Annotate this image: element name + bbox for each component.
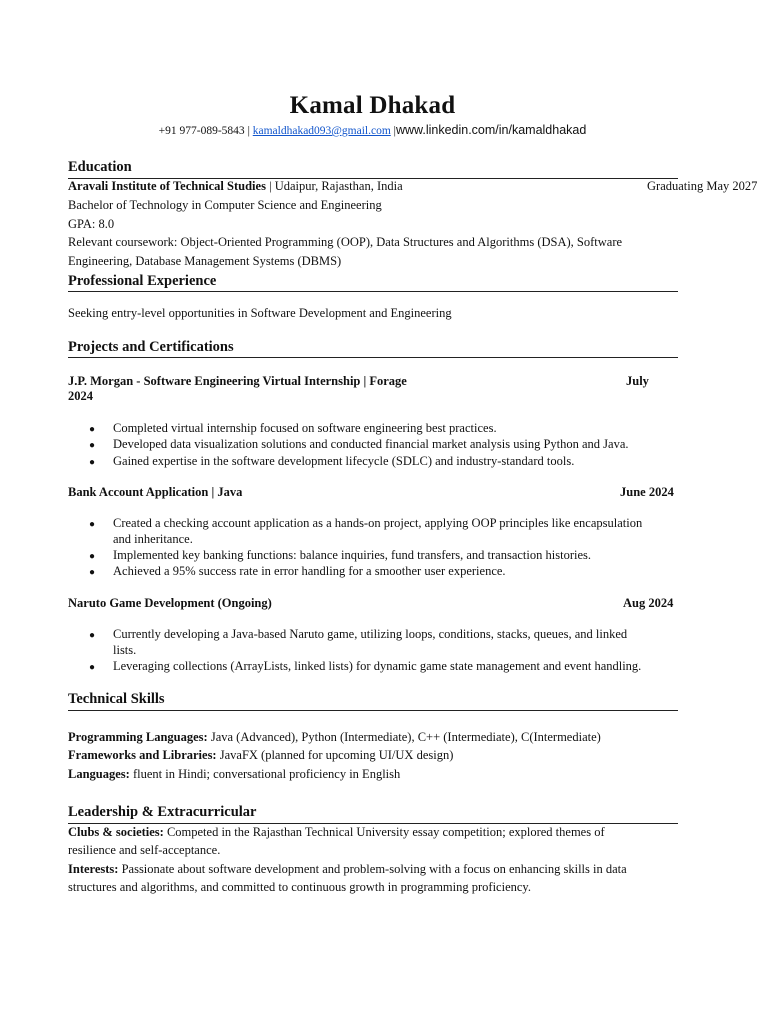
email-link[interactable]: kamaldhakad093@gmail.com [252, 125, 391, 137]
project-title: Naruto Game Development (Ongoing) [68, 596, 272, 610]
linkedin-link[interactable]: www.linkedin.com/in/kamaldhakad [395, 123, 587, 137]
project-date: July [626, 374, 649, 388]
section-heading-experience: Professional Experience [68, 273, 217, 289]
resume-name: Kamal Dhakad [289, 92, 456, 119]
separator: | [247, 125, 250, 137]
project-bullet: Currently developing a Java-based Naruto game, utilizing loops, conditions, stacks, queues, and linked [113, 627, 628, 641]
skills-frameworks [68, 748, 453, 763]
project-bullet: Leveraging collections (ArrayLists, linked lists) for dynamic game state management and event handling. [113, 659, 642, 673]
school-location: | Udaipur, Rajasthan, India [269, 179, 403, 193]
skills-value: Java (Advanced), Python (Intermediate), C++ (Intermediate), C(Intermediate) [207, 730, 601, 744]
bullet-icon: ● [89, 662, 96, 673]
skills-label: Programming Languages: [68, 730, 208, 744]
interests-label: Interests: [68, 862, 119, 876]
project-date: June 2024 [620, 485, 674, 499]
section-heading-leadership: Leadership & Extracurricular [68, 804, 257, 820]
skills-label: Languages: [68, 767, 130, 781]
contact-line [0, 123, 745, 137]
project-bullet: Implemented key banking functions: balance inquiries, fund transfers, and transaction histories. [113, 548, 591, 562]
graduation-date: Graduating May 2027 [647, 179, 758, 193]
skills-programming [68, 730, 601, 745]
project-bullet-continuation: lists. [113, 643, 137, 657]
project-bullet-continuation: and inheritance. [113, 532, 193, 546]
bullet-icon: ● [89, 551, 96, 562]
bullet-icon: ● [89, 630, 96, 641]
coursework-line: Relevant coursework: Object-Oriented Programming (OOP), Data Structures and Algorithms (DSA), Software [68, 235, 623, 249]
clubs-line [68, 825, 605, 840]
interests-line: structures and algorithms, and committed to continuous growth in programming proficiency. [68, 880, 531, 894]
project-bullet: Achieved a 95% success rate in error handling for a smoother user experience. [113, 564, 506, 578]
clubs-line: resilience and self-acceptance. [68, 843, 221, 857]
project-date: Aug 2024 [623, 596, 674, 610]
section-heading-skills: Technical Skills [68, 691, 165, 707]
section-divider [68, 291, 678, 292]
bullet-icon: ● [89, 440, 96, 451]
degree: Bachelor of Technology in Computer Science and Engineering [68, 198, 382, 212]
experience-summary: Seeking entry-level opportunities in Software Development and Engineering [68, 306, 452, 320]
bullet-icon: ● [89, 567, 96, 578]
section-divider [68, 357, 678, 358]
clubs-value: Competed in the Rajasthan Technical University essay competition; explored themes of [163, 825, 605, 839]
bullet-icon: ● [89, 519, 96, 530]
skills-value: JavaFX (planned for upcoming UI/UX design) [216, 748, 454, 762]
clubs-label: Clubs & societies: [68, 825, 164, 839]
skills-label: Frameworks and Libraries: [68, 748, 217, 762]
interests-value: Passionate about software development and problem-solving with a focus on enhancing skills in data [118, 862, 627, 876]
project-date: 2024 [68, 389, 93, 403]
coursework-line: Engineering, Database Management Systems (DBMS) [68, 254, 342, 268]
phone: +91 977-089-5843 [158, 125, 245, 137]
project-bullet: Completed virtual internship focused on software engineering best practices. [113, 421, 497, 435]
project-bullet: Gained expertise in the software development lifecycle (SDLC) and industry-standard tools. [113, 454, 575, 468]
gpa: GPA: 8.0 [68, 217, 115, 231]
project-bullet: Created a checking account application as a hands-on project, applying OOP principles like encapsulation [113, 516, 643, 530]
project-title: Bank Account Application | Java [68, 485, 243, 499]
bullet-icon: ● [89, 457, 96, 468]
section-heading-projects: Projects and Certifications [68, 339, 234, 355]
project-bullet: Developed data visualization solutions and conducted financial market analysis using Python and Java. [113, 437, 629, 451]
bullet-icon: ● [89, 424, 96, 435]
separator: | [393, 125, 396, 137]
project-title: J.P. Morgan - Software Engineering Virtual Internship | Forage [68, 374, 407, 388]
interests-line [68, 862, 627, 877]
section-divider [68, 823, 678, 824]
section-divider [68, 710, 678, 711]
skills-value: fluent in Hindi; conversational proficiency in English [129, 767, 401, 781]
education-school-line [68, 179, 403, 194]
skills-languages [68, 767, 400, 782]
section-heading-education: Education [68, 159, 132, 175]
school-name: Aravali Institute of Technical Studies [68, 179, 266, 193]
